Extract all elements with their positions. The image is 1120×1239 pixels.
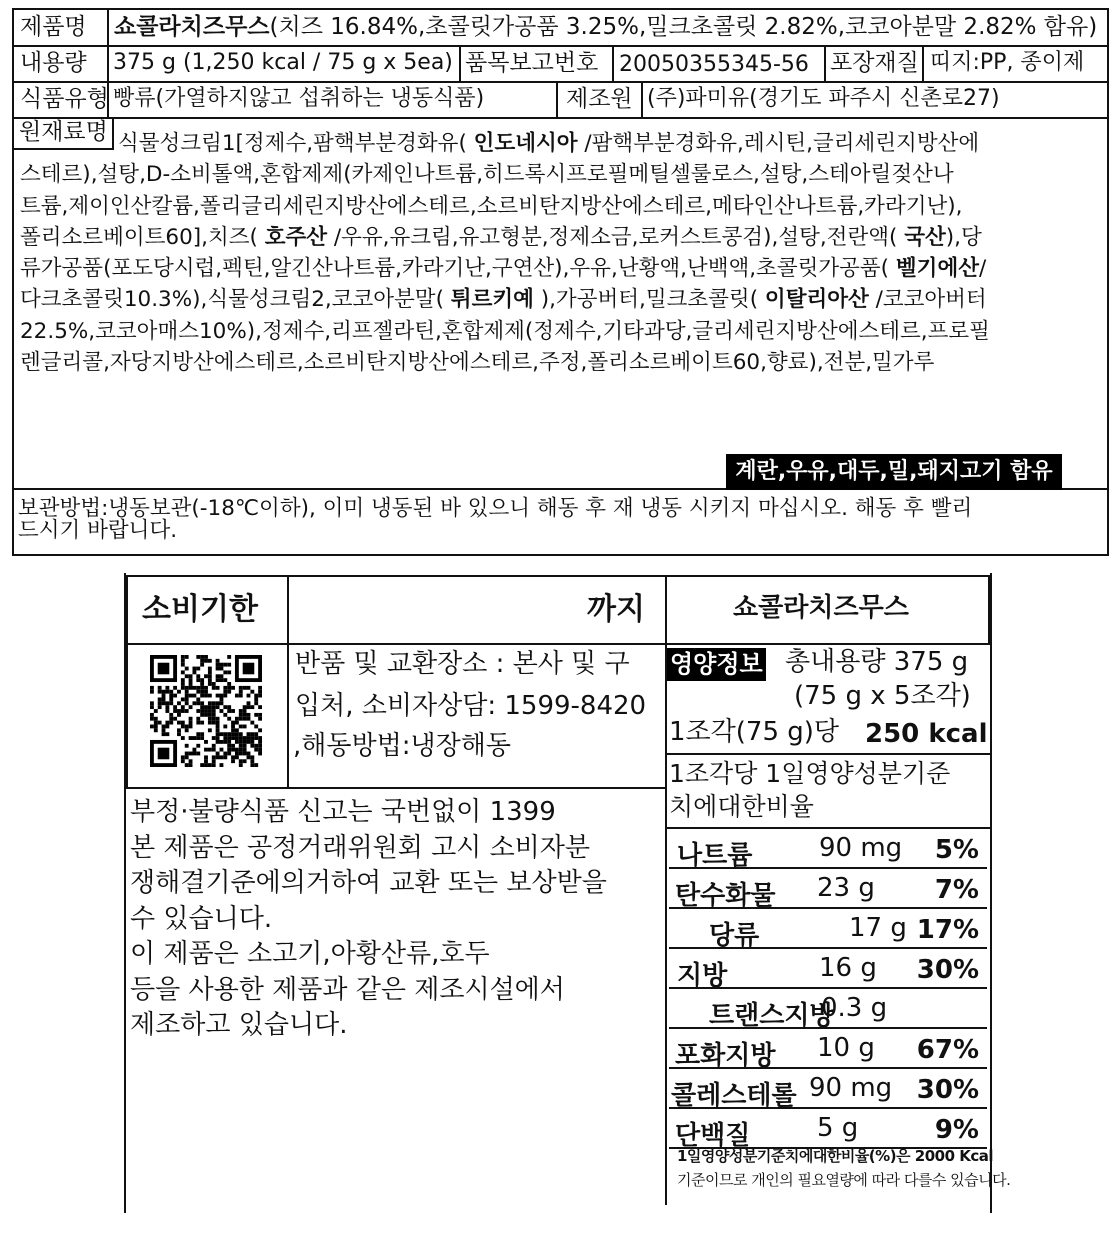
nutrition-panel [665, 643, 1011, 1205]
nutrient-name: 트랜스지방 [709, 1001, 835, 1031]
nutrient-amount: 17 g [849, 913, 907, 943]
nutrient-name: 탄수화물 [675, 881, 776, 911]
nutrient-name: 당류 [709, 921, 760, 951]
nutrient-name: 콜레스테롤 [671, 1081, 797, 1111]
qr-code-icon[interactable] [150, 655, 262, 767]
kcal-value: 250 kcal [865, 719, 988, 749]
package-label [124, 573, 1011, 1213]
notice-line: 쟁해결기준에의거하여 교환 또는 보상받을 [130, 868, 607, 898]
nutrient-amount: 5 g [817, 1113, 859, 1143]
ingredients-line: 폴리소르베이트60],치즈( 호주산 /우유,유크림,유고형분,정제소금,로커스트콩검),설탕,전란액( 국산),당 [20, 224, 982, 250]
ratio-header-2: 치에대한비율 [669, 792, 814, 821]
nutrient-amount: 16 g [819, 953, 877, 983]
notice-line: 제조하고 있습니다. [130, 1010, 348, 1040]
nutrient-name: 포화지방 [675, 1041, 776, 1071]
nutrition-footnote-1: 1일영양성분기준치에대한비율(%)은 2000 Kcal [677, 1147, 994, 1165]
nutrition-badge: 영양정보 [667, 648, 766, 681]
expiry-value-cell [287, 575, 667, 645]
storage-instructions: 보관방법:냉동보관(-18℃이하), 이미 냉동된 바 있으니 해동 후 재 냉동 시키지 마십시오. 해동 후 빨리 드시기 바랍니다. [18, 496, 973, 543]
until-label: 까지 [587, 592, 645, 627]
notice-line: 본 제품은 공정거래위원회 고시 소비자분 [130, 832, 591, 863]
ingredients-text [20, 128, 1100, 378]
food-type-label: 식품유형 [20, 86, 109, 112]
nutrient-percent: 67% [916, 1035, 979, 1065]
nutrient-percent: 30% [916, 955, 979, 985]
nutrient-amount: 90 mg [819, 833, 903, 863]
total-volume: 총내용량 375 g [785, 647, 969, 677]
ingredients-line: 식물성크림1[정제수,팜핵부분경화유( 인도네시아 /팜핵부분경화유,레시틴,글리세린지방산에 [118, 131, 980, 156]
nutrient-row [669, 1109, 987, 1149]
nutrient-row [669, 1029, 987, 1069]
ingredients-line: 다크초콜릿10.3%),식물성크림2,코코아분말( 튀르키예 ),가공버터,밀크초콜릿( 이탈리아산 /코코아버터 [20, 287, 987, 313]
nutrient-row [669, 829, 987, 869]
product-name-detail: (치즈 16.84%,초콜릿가공품 3.25%,밀크초콜릿 2.82%,코코아분말 2.82% 함유) [269, 14, 1098, 40]
nutrient-amount: 10 g [817, 1033, 875, 1063]
nutrient-row [669, 869, 987, 909]
nutrient-row [669, 909, 987, 949]
nutrient-amount: 23 g [817, 873, 875, 903]
expiry-label-cell [126, 575, 289, 645]
allergen-badge: 계란,우유,대두,밀,돼지고기 함유 [726, 454, 1062, 490]
product-info-table [12, 8, 1109, 556]
report-number-value: 20050355345-56 [619, 52, 809, 77]
nutrient-row [669, 989, 987, 1029]
return-info: 반품 및 교환장소 : 본사 및 구 입처, 소비자상담: 1599-8420 ,해동방법:냉장해동 [289, 645, 665, 789]
ingredients-line: 스테르),설탕,D-소비톨액,혼합제제(카제인나트륨,히드록시프로필메틸셀룰로스,설탕,스테아릴젖산나 [20, 162, 954, 188]
ingredients-line: 렌글리콜,자당지방산에스테르,소르비탄지방산에스테르,주정,폴리소르베이트60,향료),전분,밀가루 [20, 350, 935, 376]
consumer-notice [130, 795, 666, 1044]
nutrient-row [669, 949, 987, 989]
manufacturer-label: 제조원 [566, 86, 633, 112]
ingredients-line: 트륨,제이인산칼륨,폴리글리세린지방산에스테르,소르비탄지방산에스테르,메타인산나트륨,카라기난), [20, 193, 963, 219]
qr-cell [126, 643, 289, 789]
ingredients-label: 원재료명 [14, 117, 114, 150]
nutrient-name: 나트륨 [677, 841, 753, 871]
nutrient-amount: 90 mg [809, 1073, 893, 1103]
ratio-header-1: 1조각당 1일영양성분기준 [669, 759, 951, 788]
product-name: 쇼콜라치즈무스(치즈 16.84%,초콜릿가공품 3.25%,밀크초콜릿 2.82%,코코아분말 2.82% 함유) [114, 14, 1098, 40]
nutrient-name: 지방 [677, 961, 728, 991]
expiry-label: 소비기한 [142, 592, 258, 627]
nutrient-percent: 9% [934, 1115, 979, 1145]
nutrient-row [669, 1069, 987, 1109]
product-title: 쇼콜라치즈무스 [733, 593, 909, 623]
ingredients-line: 22.5%,코코아매스10%),정제수,리프젤라틴,혼합제제(정제수,기타과당,글리세린지방산에스테르,프로필 [20, 318, 990, 344]
manufacturer-value: (주)파미유(경기도 파주시 신촌로27) [647, 86, 1000, 111]
product-title-cell [665, 575, 990, 645]
volume-value: 375 g (1,250 kcal / 75 g x 5ea) [113, 50, 453, 75]
nutrient-percent: 30% [916, 1075, 979, 1105]
report-number-label: 품목보고번호 [465, 50, 599, 76]
packaging-label: 포장재질 [830, 50, 919, 76]
notice-line: 등을 사용한 제품과 같은 제조시설에서 [130, 974, 565, 1005]
packaging-value: 띠지:PP, 종이제 [930, 50, 1085, 75]
total-pieces: (75 g x 5조각) [794, 681, 971, 711]
food-type-value: 빵류(가열하지않고 섭취하는 냉동식품) [113, 86, 485, 111]
product-name-label: 제품명 [20, 14, 87, 40]
notice-line: 부정·불량식품 신고는 국번없이 1399 [130, 797, 556, 827]
nutrient-percent: 5% [934, 835, 979, 865]
notice-line: 이 제품은 소고기,아황산류,호두 [130, 939, 490, 969]
nutrient-percent: 17% [916, 915, 979, 945]
notice-line: 수 있습니다. [130, 903, 273, 934]
nutrition-footnote-2: 기준이므로 개인의 필요열량에 따라 다를수 있습니다. [677, 1171, 1011, 1189]
volume-label: 내용량 [20, 50, 87, 76]
nutrient-name: 단백질 [675, 1121, 751, 1151]
per-piece: 1조각(75 g)당 [669, 717, 840, 747]
ingredients-line: 류가공품(포도당시럽,펙틴,알긴산나트륨,카라기난,구연산),우유,난황액,난백액,초콜릿가공품( 벨기에산/ [20, 256, 987, 282]
nutrient-amount: 0.3 g [821, 993, 888, 1023]
nutrient-percent: 7% [934, 875, 979, 905]
